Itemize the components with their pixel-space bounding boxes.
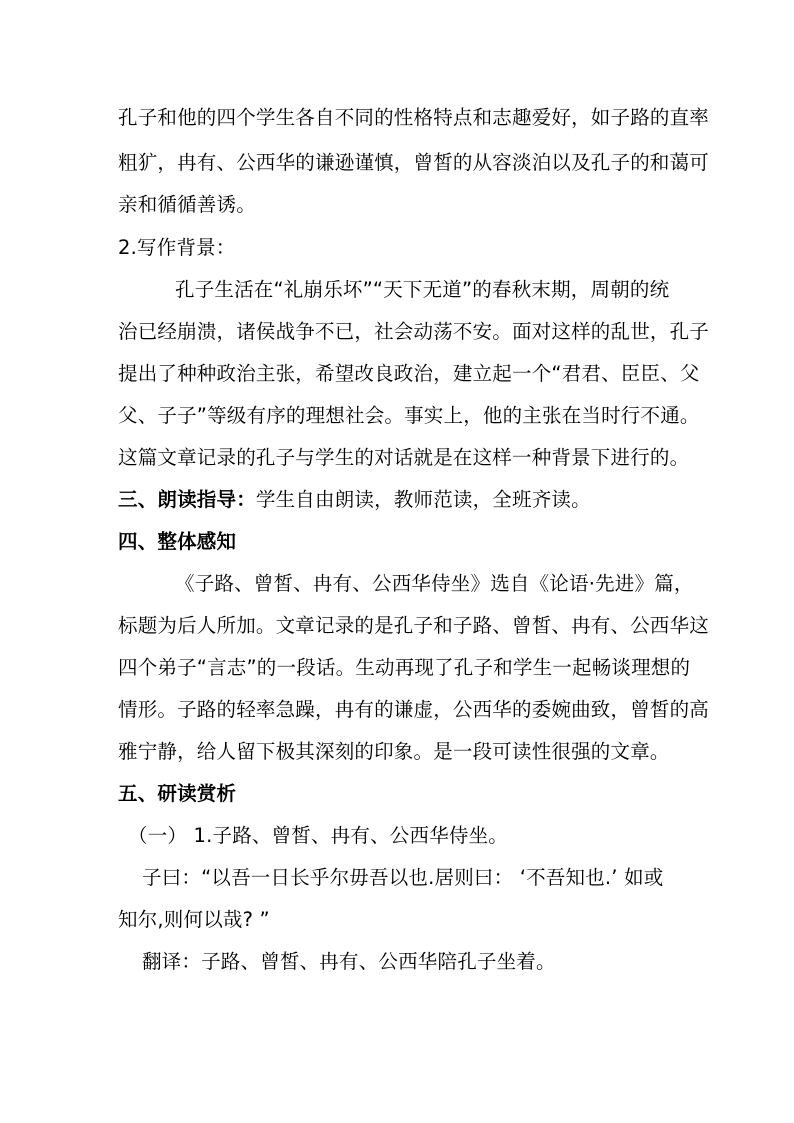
paragraph-line: 提出了种种政治主张，希望改良政治，建立起一个“君君、臣臣、父: [118, 362, 700, 385]
paragraph-line: 《子路、曾皙、冉有、公西华侍坐》选自《论语·先进》篇，: [175, 572, 694, 595]
paragraph-line: 粗犷，冉有、公西华的谦逊谨慎，曾皙的从容淡泊以及孔子的和蔼可: [118, 151, 710, 174]
paragraph-line: 亲和循循善诱。: [118, 193, 256, 216]
section-title: 2.写作背景：: [118, 236, 236, 259]
paragraph-line: 情形。子路的轻率急躁，冉有的谦虚，公西华的委婉曲致，曾皙的高: [118, 698, 710, 721]
section-heading: 四、整体感知: [118, 530, 237, 553]
quote-line: 知尔,则何以哉? ”: [118, 908, 270, 931]
paragraph-line: 孔子生活在“礼崩乐坏”“天下无道”的春秋末期，周朝的统: [175, 278, 670, 301]
section-title: 三、朗读指导：: [118, 488, 256, 511]
paragraph-line: 雅宁静，给人留下极其深刻的印象。是一段可读性很强的文章。: [118, 740, 670, 763]
paragraph-line: 孔子和他的四个学生各自不同的性格特点和志趣爱好，如子路的直率: [118, 106, 710, 129]
section-heading: 五、研读赏析: [118, 782, 237, 805]
paragraph-line: 治已经崩溃，诸侯战争不已，社会动荡不安。面对这样的乱世，孔子: [118, 320, 710, 343]
subsection-title: （一） 1.子路、曾皙、冉有、公西华侍坐。: [128, 824, 509, 847]
paragraph-line: 标题为后人所加。文章记录的是孔子和子路、曾皙、冉有、公西华这: [118, 614, 710, 637]
paragraph-line: 这篇文章记录的孔子与学生的对话就是在这样一种背景下进行的。: [118, 446, 690, 469]
paragraph-line: 父、子子”等级有序的理想社会。事实上，他的主张在当时行不通。: [118, 404, 700, 427]
section-text: 学生自由朗读，教师范读，全班齐读。: [255, 488, 591, 511]
quote-line: 子曰：“以吾一日长乎尔毋吾以也.居则曰： ‘不吾知也.’ 如或: [142, 866, 664, 889]
reading-guidance-line: [118, 487, 591, 513]
paragraph-line: 四个弟子“言志”的一段话。生动再现了孔子和学生一起畅谈理想的: [118, 656, 691, 679]
translation-line: 翻译：子路、曾皙、冉有、公西华陪孔子坐着。: [142, 950, 556, 973]
